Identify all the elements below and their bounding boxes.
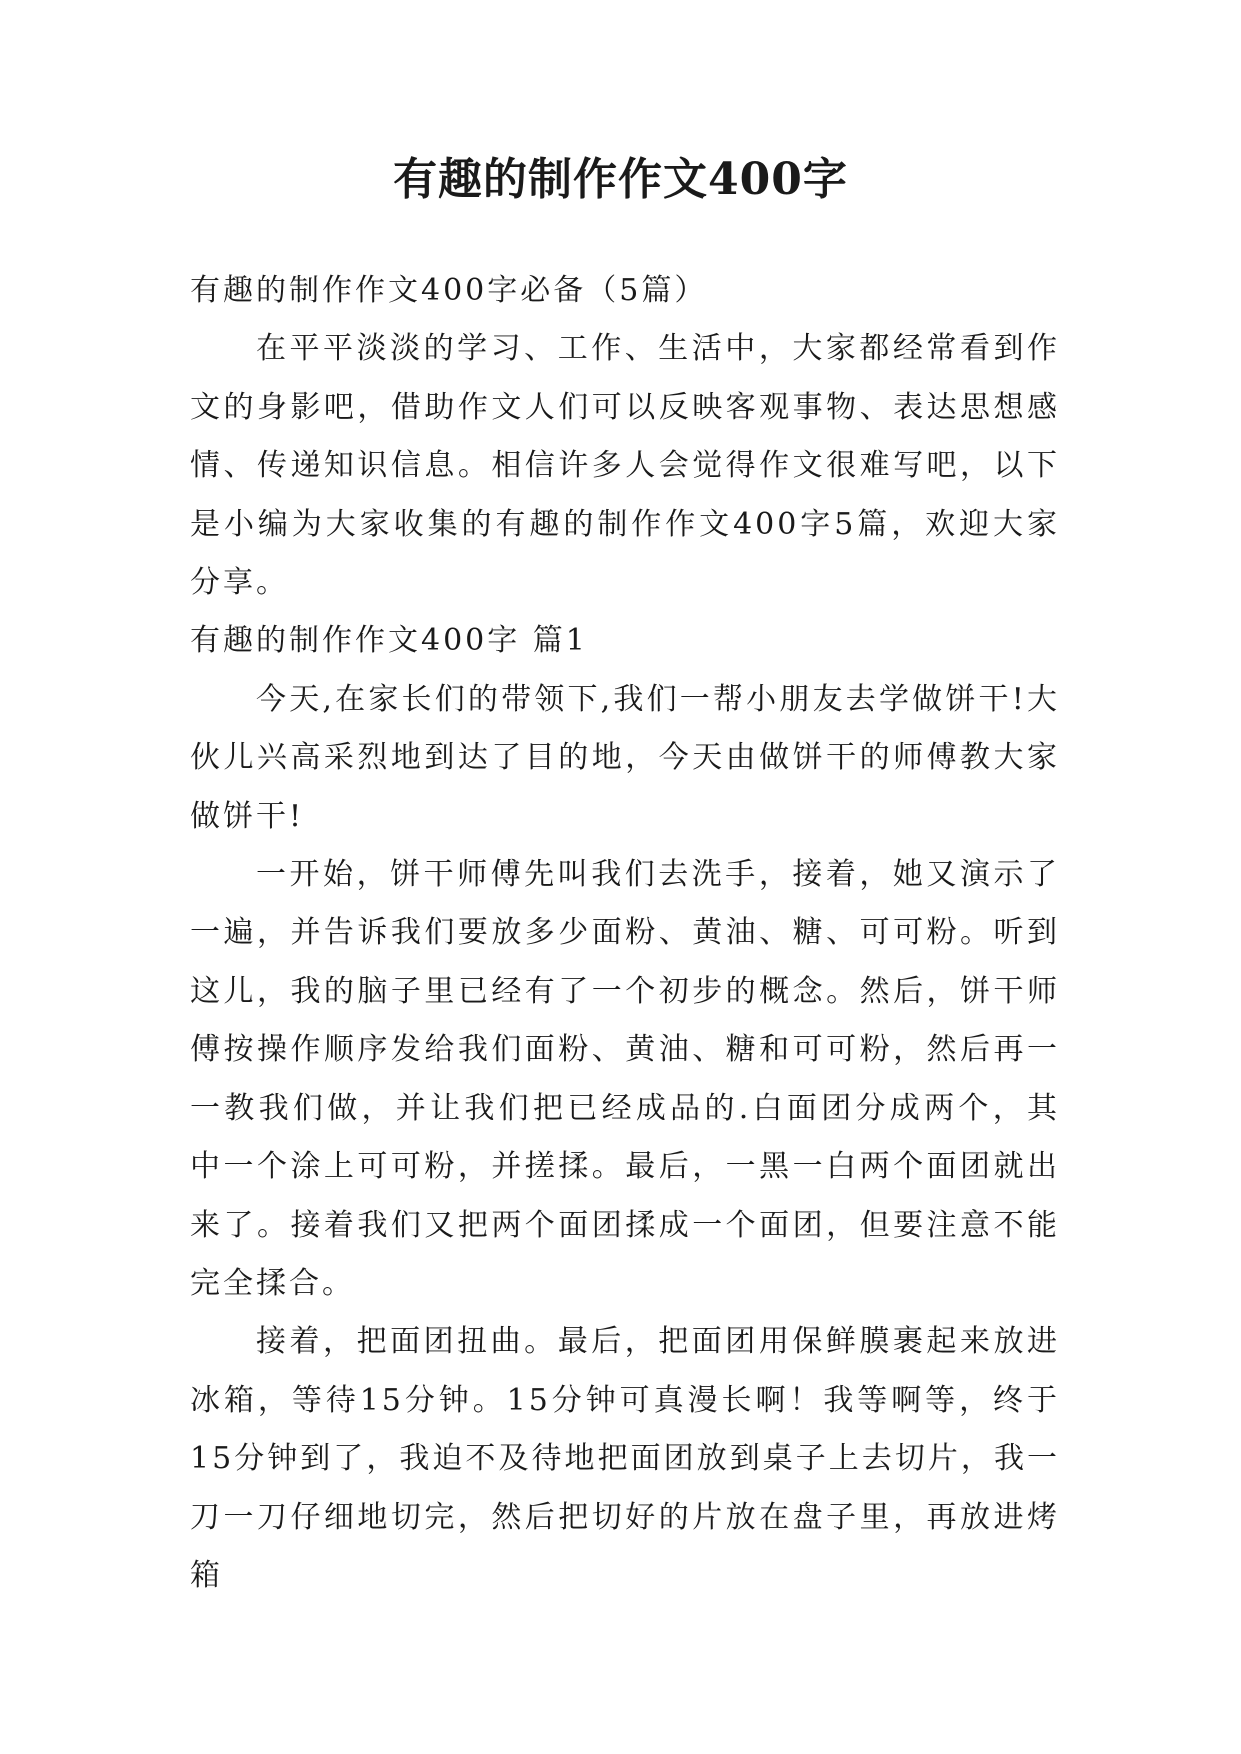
body-paragraph: 一开始，饼干师傅先叫我们去洗手，接着，她又演示了一遍，并告诉我们要放多少面粉、黄油、糖、可可粉。听到这儿，我的脑子里已经有了一个初步的概念。然后，饼干师傅按操作顺序发给我们面粉、黄油、糖和可可粉，然后再一一教我们做，并让我们把已经成品的.白面团分成两个，其中一个涂上可可粉，并搓揉。最后，一黑一白两个面团就出来了。接着我们又把两个面团揉成一个面团，但要注意不能完全揉合。 <box>190 857 1060 1301</box>
body-paragraph: 今天,在家长们的带领下,我们一帮小朋友去学做饼干!大伙儿兴高采烈地到达了目的地，今天由做饼干的师傅教大家做饼干! <box>190 681 1060 834</box>
document-subtitle: 有趣的制作作文400字必备（5篇） <box>190 273 708 308</box>
section-heading: 有趣的制作作文400字 篇1 <box>190 623 588 659</box>
document-body <box>190 262 1060 1605</box>
intro-paragraph: 在平平淡淡的学习、工作、生活中，大家都经常看到作文的身影吧，借助作文人们可以反映客观事物、表达思想感情、传递知识信息。相信许多人会觉得作文很难写吧，以下是小编为大家收集的有趣的制作作文400字5篇，欢迎大家分享。 <box>190 331 1060 601</box>
page-title: 有趣的制作作文400字 <box>393 154 848 205</box>
body-paragraph: 接着，把面团扭曲。最后，把面团用保鲜膜裹起来放进冰箱，等待15分钟。15分钟可真漫长啊！我等啊等，终于15分钟到了，我迫不及待地把面团放到桌子上去切片，我一刀一刀仔细地切完，然后把切好的片放在盘子里，再放进烤箱 <box>190 1324 1060 1593</box>
